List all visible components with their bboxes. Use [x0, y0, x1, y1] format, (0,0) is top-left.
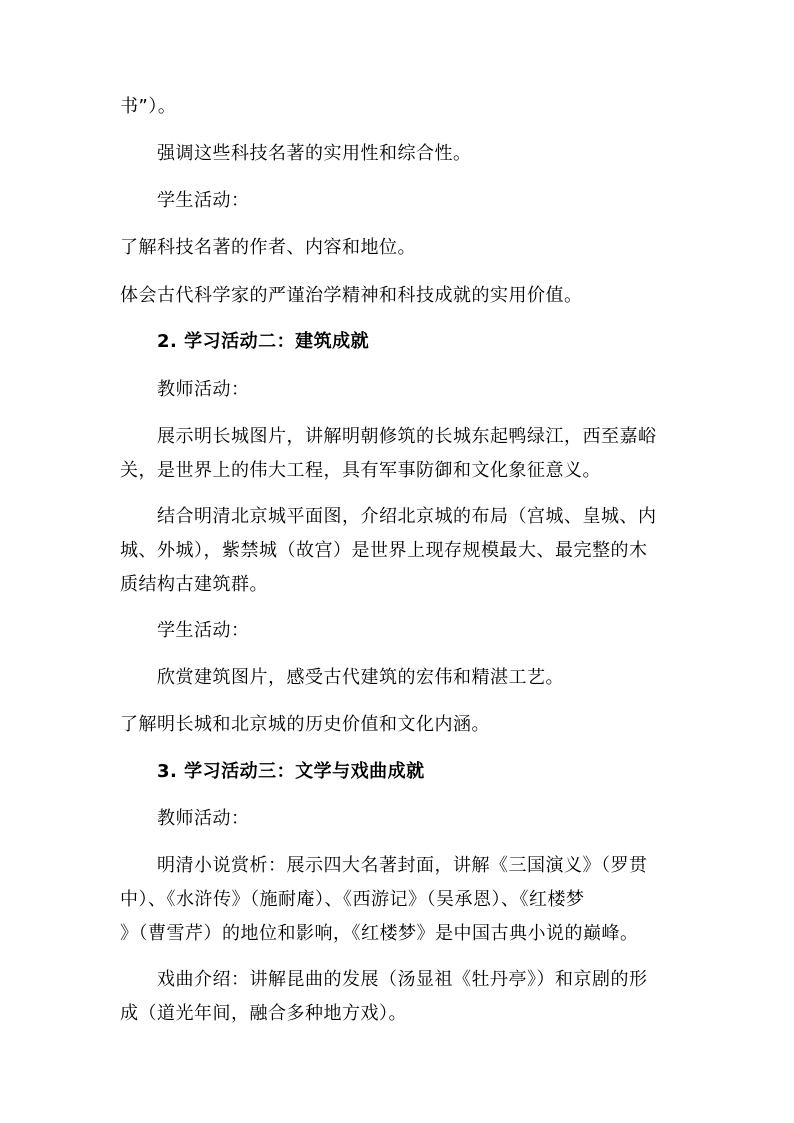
paragraph-line: 质结构古建筑群。: [120, 574, 268, 595]
emphasis-paragraph: 强调这些科技名著的实用性和综合性。: [157, 143, 472, 164]
student-activity-item: 欣赏建筑图片，感受古代建筑的宏伟和精湛工艺。: [157, 667, 564, 688]
paragraph-line: 成（道光年间，融合多种地方戏）。: [120, 1003, 407, 1024]
paragraph-line: 明清小说赏析：展示四大名著封面，讲解《三国演义》（罗贯: [157, 855, 648, 876]
section-heading: 3. 学习活动三：文学与戏曲成就: [157, 761, 425, 782]
student-activity-item: 了解明长城和北京城的历史价值和文化内涵。: [120, 714, 490, 735]
student-activity-label: 学生活动：: [157, 620, 250, 641]
paragraph-line: 展示明长城图片，讲解明朝修筑的长城东起鸭绿江，西至嘉峪: [157, 426, 657, 447]
teacher-activity-label: 教师活动：: [157, 808, 250, 829]
paragraph-line: 关，是世界上的伟大工程，具有军事防御和文化象征意义。: [120, 460, 601, 481]
student-activity-item: 了解科技名著的作者、内容和地位。: [120, 237, 416, 258]
paragraph-continuation: 书”）。: [120, 96, 177, 117]
paragraph-line: 结合明清北京城平面图，介绍北京城的布局（宫城、皇城、内: [157, 506, 657, 527]
paragraph-line: 戏曲介绍：讲解昆曲的发展（汤显祖《牡丹亭》）和京剧的形: [157, 969, 648, 990]
paragraph-line: 中）、《水浒传》（施耐庵）、《西游记》（吴承恩）、《红楼梦: [120, 889, 585, 910]
student-activity-item: 体会古代科学家的严谨治学精神和科技成就的实用价值。: [120, 285, 583, 306]
paragraph-line: 》（曹雪芹）的地位和影响，《红楼梦》是中国古典小说的巅峰。: [120, 923, 639, 944]
paragraph-line: 城、外城），紫禁城（故宫）是世界上现存规模最大、最完整的木: [120, 540, 648, 561]
student-activity-label: 学生活动：: [157, 190, 250, 211]
teacher-activity-label: 教师活动：: [157, 379, 250, 400]
section-heading: 2. 学习活动二：建筑成就: [157, 331, 370, 352]
